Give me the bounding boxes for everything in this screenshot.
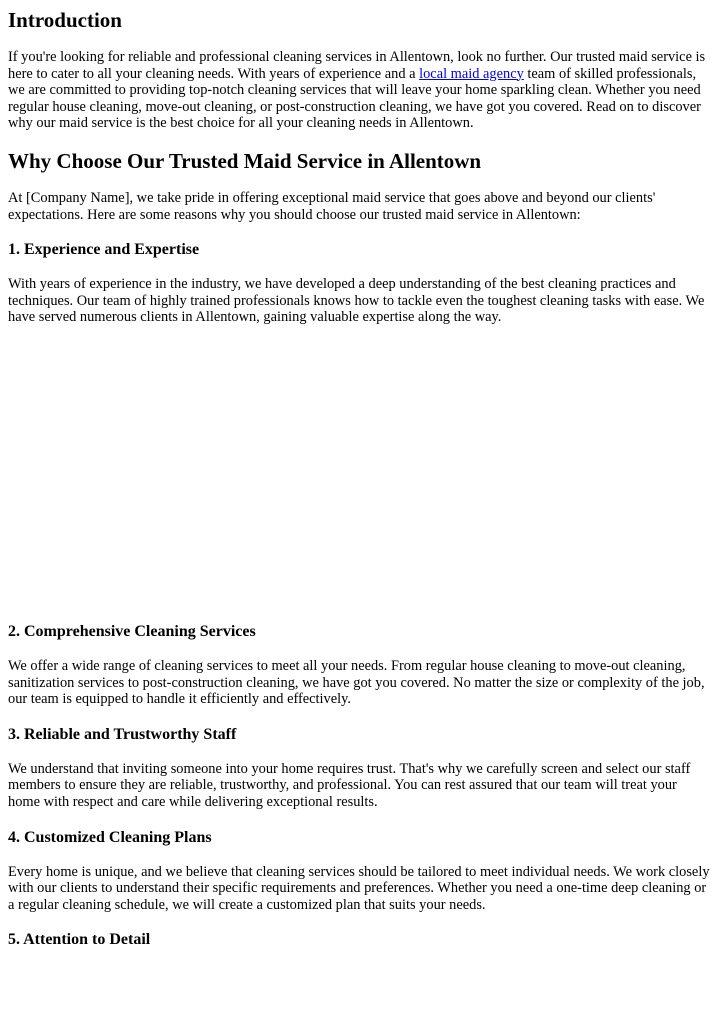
blank-space: [8, 326, 712, 622]
why-choose-paragraph: At [Company Name], we take pride in offering exceptional maid service that goes above and beyond our clients' expectations. Here are some reasons why you should choose our trusted maid service in Allentown:: [8, 189, 656, 223]
section-3-paragraph: We understand that inviting someone into your home requires trust. That's why we carefully screen and select our staff members to ensure they are reliable, trustworthy, and professional. You can rest assured that our team will treat your home with respect and care while delivering exceptional results.: [8, 760, 691, 810]
section-2-heading: 2. Comprehensive Cleaning Services: [8, 622, 256, 640]
section-3-heading: 3. Reliable and Trustworthy Staff: [8, 725, 237, 743]
section-4-heading: 4. Customized Cleaning Plans: [8, 828, 212, 846]
section-5-heading: 5. Attention to Detail: [8, 931, 151, 949]
section-1-paragraph: With years of experience in the industry, we have developed a deep understanding of the best cleaning practices and techniques. Our team of highly trained professionals knows how to tackle even the toughest cleaning tasks with ease. We have served numerous clients in Allentown, gaining valuable expertise along the way.: [8, 276, 705, 326]
intro-paragraph: [8, 49, 712, 132]
intro-text-after-link: team of skilled professionals, we are committed to providing top-notch cleaning services that will leave your home sparkling clean. Whether you need regular house cleaning, move-out cleaning, or post-construction cleaning, we have got you covered. Read on to discover why our maid service is the best choice for all your cleaning needs in Allentown.: [8, 65, 701, 132]
section-1-heading: 1. Experience and Expertise: [8, 241, 200, 259]
why-choose-heading: Why Choose Our Trusted Maid Service in Allentown: [8, 148, 482, 173]
article: [8, 0, 712, 950]
local-maid-agency-link[interactable]: local maid agency: [419, 65, 524, 82]
section-4-paragraph: Every home is unique, and we believe that cleaning services should be tailored to meet individual needs. We work closely with our clients to understand their specific requirements and preferences. Whether you need a one-time deep cleaning or a regular cleaning schedule, we will create a customized plan that suits your needs.: [8, 863, 710, 913]
intro-heading: Introduction: [8, 8, 122, 32]
intro-text-before-link: If you're looking for reliable and professional cleaning services in Allentown, look no further. Our trusted maid service is here to cater to all your cleaning needs. With years of experience and a: [8, 49, 706, 82]
section-2-paragraph: We offer a wide range of cleaning services to meet all your needs. From regular house cleaning to move-out cleaning, sanitization services to post-construction cleaning, we have got you covered. No matter the size or complexity of the job, our team is equipped to handle it efficiently and effectively.: [8, 657, 705, 708]
